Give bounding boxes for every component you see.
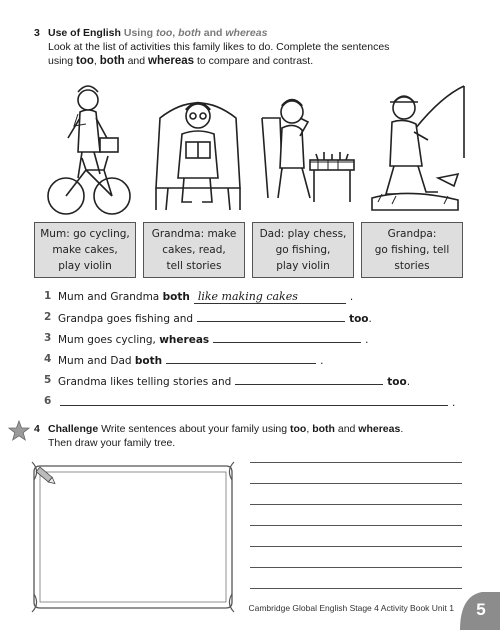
instruction-line-2: using too, both and whereas to compare and contrast. (48, 55, 314, 67)
grandma-reading-illustration (148, 78, 248, 218)
mum-cycling-illustration (38, 78, 138, 218)
sentence-3: 3 Mum goes cycling, whereas . (44, 332, 369, 346)
sentence-4: 4 Mum and Dad both . (44, 353, 324, 367)
exercise-number: 3 (34, 27, 40, 39)
answer-line-5[interactable] (235, 374, 383, 385)
page-number: 5 (476, 600, 486, 619)
answer-line-1[interactable]: like making cakes (194, 290, 346, 304)
challenge-line-2: Then draw your family tree. (48, 437, 176, 449)
grandpa-fishing-illustration (368, 78, 468, 218)
challenge-number: 4 (34, 423, 40, 435)
answer-line-2[interactable] (197, 311, 345, 322)
exercise-title: Use of English (48, 27, 121, 39)
writing-line[interactable] (250, 525, 462, 526)
dad-chess-illustration (258, 78, 358, 218)
illustrations-row (34, 78, 464, 220)
exercise-subtitle: Using too, both and whereas (123, 27, 268, 39)
answer-line-4[interactable] (166, 353, 316, 364)
sentence-5: 5 Grandma likes telling stories and too. (44, 374, 411, 388)
activity-box-mum: Mum: go cycling, make cakes, play violin (34, 222, 136, 278)
family-tree-drawing-frame[interactable] (30, 460, 236, 614)
writing-line[interactable] (250, 504, 462, 505)
writing-line[interactable] (250, 483, 462, 484)
sentence-1: 1 Mum and Grandma both like making cakes . (44, 290, 354, 303)
activity-box-grandma: Grandma: make cakes, read, tell stories (143, 222, 245, 278)
writing-line[interactable] (250, 462, 462, 463)
challenge-title: Challenge (48, 423, 99, 435)
activity-box-grandpa: Grandpa: go fishing, tell stories (361, 222, 463, 278)
activity-box-dad: Dad: play chess, go fishing, play violin (252, 222, 354, 278)
star-icon (8, 420, 30, 442)
writing-line[interactable] (250, 588, 462, 589)
sentence-6: 6 . (44, 395, 456, 409)
writing-lines (250, 462, 462, 612)
activity-boxes (34, 222, 464, 278)
sentence-2: 2 Grandpa goes fishing and too. (44, 311, 372, 325)
footer-text: Cambridge Global English Stage 4 Activity Book Unit 1 (248, 603, 454, 613)
answer-line-3[interactable] (213, 332, 361, 343)
answer-line-6[interactable] (60, 395, 448, 406)
writing-line[interactable] (250, 546, 462, 547)
writing-line[interactable] (250, 567, 462, 568)
instruction-line-1: Look at the list of activities this family likes to do. Complete the sentences (48, 41, 390, 53)
